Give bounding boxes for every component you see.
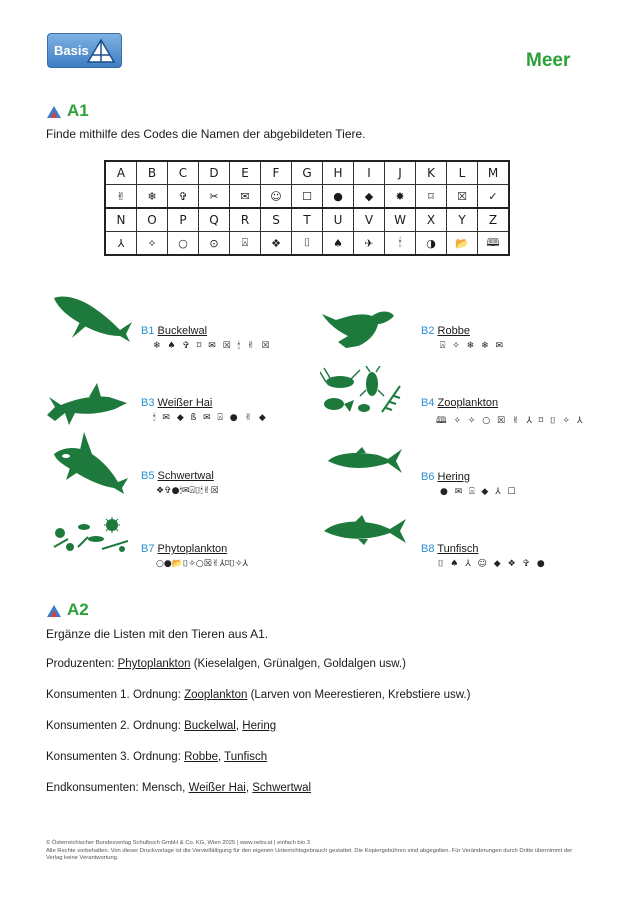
a2-label: A2 [67,600,89,619]
animal-code-b3: 🕯 ✉ ◆ ß ✉ ⍓ ● ✌ ◆ [153,413,268,423]
code-letter: Z [478,208,510,232]
animal-code-b2: ⍓ ✧ ❄ ❄ ✉ [440,341,506,351]
code-letter: X [416,208,447,232]
code-symbol: ☐ [292,185,323,209]
code-symbol: 🕮 [478,232,510,256]
logo-text: Basis [54,43,89,58]
code-symbol: ❖ [261,232,292,256]
animal-label-b3: B3 Weißer Hai [141,397,213,409]
animal-code-b4: 🕮 ✧ ✧ ○ ☒ ✌ ⅄ ⌑ ⌷ ✧ ⅄ [436,416,585,426]
code-symbol: ✧ [137,232,168,256]
code-letter: S [261,208,292,232]
code-symbol: ⌑ [416,185,447,209]
footer-line-1: © Österreichischer Bundesverlag Schulbuch GmbH & Co. KG, Wien 2025 | www.oebv.at | einfach bio 3 [46,840,310,846]
code-letter: W [385,208,416,232]
code-letter: U [323,208,354,232]
animal-label-b4: B4 Zooplankton [421,397,499,409]
animal-label-b6: B6 Hering [421,471,470,483]
animal-label-b2: B2 Robbe [421,325,470,337]
code-letter: E [230,161,261,185]
code-symbol: 📂 [447,232,478,256]
animal-code-b7: ○●📂⌷✧○☒✌⅄⌑⌷✧⅄ [156,559,248,569]
herring-image [326,447,404,475]
code-letter: I [354,161,385,185]
footer-copyright [46,840,586,863]
seal-image [318,302,396,350]
code-letter: C [168,161,199,185]
code-letter: O [137,208,168,232]
code-letter: N [105,208,137,232]
footer-line-2: Alle Rechte vorbehalten. Von dieser Druckvorlage ist die Vervielfältigung für den eigenen Unterrichtsgebrauch gestattet. Die Kopiergebühren sind abgegolten. Für Veränderungen durch Dritte übernimmt der Verlag keine Verantwortung. [46,847,573,861]
code-row-symbols-1 [105,185,509,209]
animal-label-b7: B7 Phytoplankton [141,543,228,555]
list-consumers-2: Konsumenten 2. Ordnung: Buckelwal, Hering [46,720,277,732]
code-letter: H [323,161,354,185]
a1-label: A1 [67,101,89,120]
animal-code-b8: ⌷ ♠ ⅄ ☺ ◆ ❖ ✞ ● [438,559,547,569]
level-triangle-icon [47,605,61,617]
code-symbol: ⌷ [292,232,323,256]
code-symbol: ✈ [354,232,385,256]
a1-instruction: Finde mithilfe des Codes die Namen der abgebildeten Tiere. [46,127,366,141]
list-consumers-3: Konsumenten 3. Ordnung: Robbe, Tunfisch [46,751,268,763]
section-a1-heading [47,101,89,121]
basis-logo [47,33,122,68]
page-title: Meer [526,50,571,71]
section-a2-heading [47,600,89,620]
list-end-consumers: Endkonsumenten: Mensch, Weißer Hai, Schwertwal [46,782,312,794]
code-symbol: ⊙ [199,232,230,256]
code-symbol: ✉ [230,185,261,209]
phytoplankton-image [52,517,132,555]
code-row-symbols-2 [105,232,509,256]
animal-code-b6: ● ✉ ⍓ ◆ ⅄ ☐ [440,487,518,497]
animal-label-b5: B5 Schwertwal [141,470,214,482]
code-letter: R [230,208,261,232]
code-letter: K [416,161,447,185]
code-row-letters-2 [105,208,509,232]
code-symbol: ✌ [105,185,137,209]
code-symbol: ♠ [323,232,354,256]
code-letter: G [292,161,323,185]
code-symbol: ● [323,185,354,209]
code-symbol: ◆ [354,185,385,209]
code-letter: L [447,161,478,185]
code-symbol: ✂ [199,185,230,209]
list-consumers-1: Konsumenten 1. Ordnung: Zooplankton (Larven von Meerestieren, Krebstiere usw.) [46,689,471,701]
code-symbol: 🕯 [385,232,416,256]
code-symbol: ◑ [416,232,447,256]
code-letter: F [261,161,292,185]
code-letter: Y [447,208,478,232]
level-triangle-icon [47,106,61,118]
humpback-whale-image [50,292,134,342]
code-symbol: ⅄ [105,232,137,256]
code-symbol: ✞ [168,185,199,209]
triangle-logo-icon [86,38,116,64]
code-symbol: ☺ [261,185,292,209]
code-letter: J [385,161,416,185]
code-letter: M [478,161,510,185]
animal-label-b8: B8 Tunfisch [421,543,479,555]
tuna-image [322,515,408,547]
code-letter: V [354,208,385,232]
orca-image [50,432,130,494]
code-letter: B [137,161,168,185]
code-letter: P [168,208,199,232]
zooplankton-image [320,366,404,416]
animal-code-b5: ❖✞●🕯✉⍓⌷🕯✌☒ [156,486,219,496]
code-symbol: ☒ [447,185,478,209]
code-letter: Q [199,208,230,232]
code-symbol: ○ [168,232,199,256]
a2-instruction: Ergänze die Listen mit den Tieren aus A1. [46,627,269,641]
shark-image [45,381,129,427]
code-table [104,160,510,256]
animal-label-b1: B1 Buckelwal [141,325,208,337]
code-symbol: ✸ [385,185,416,209]
code-row-letters-1 [105,161,509,185]
code-letter: D [199,161,230,185]
code-letter: A [105,161,137,185]
code-letter: T [292,208,323,232]
list-producers: Produzenten: Phytoplankton (Kieselalgen, Grünalgen, Goldalgen usw.) [46,658,406,670]
code-symbol: ⍓ [230,232,261,256]
animal-code-b1: ❄ ♠ ✞ ⌑ ✉ ☒ 🕯 ✌ ☒ [153,341,272,351]
code-symbol: ❄ [137,185,168,209]
code-symbol: ✓ [478,185,510,209]
